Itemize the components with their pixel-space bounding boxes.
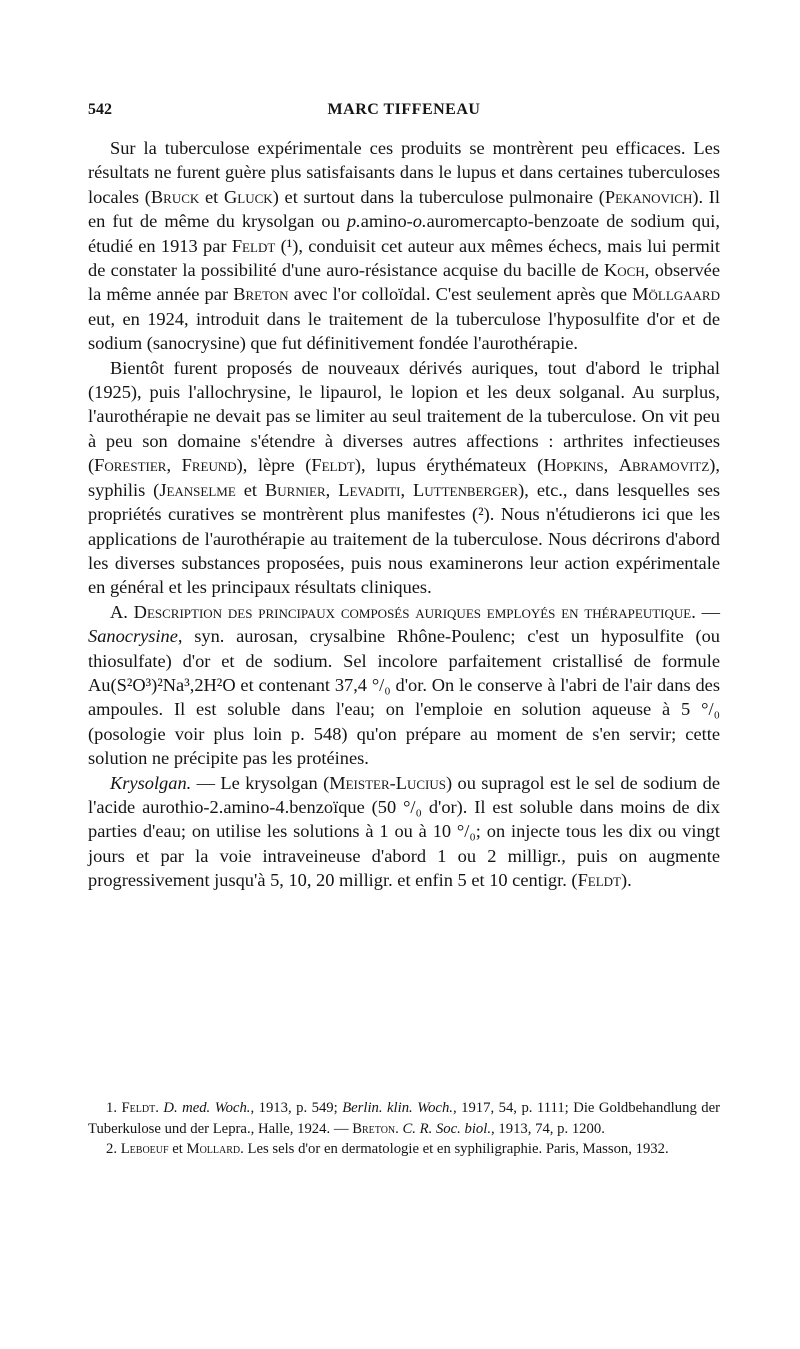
- text-run: (¹), conduisit cet auteur aux mêmes échecs, mais lui permit de constater la possibilité d'une auro-résistance acquise du bacille de: [88, 235, 720, 281]
- journal-title: D. med. Woch.: [163, 1100, 251, 1116]
- text-run: Sur la tuberculose expérimentale ces produits se montrèrent peu efficaces. Les résultats ne furent guère plus satisfaisants dans le lupus et dans certaines tuberculoses locales (: [88, 138, 720, 207]
- text-run: , 1913, 74, p. 1200.: [491, 1120, 605, 1137]
- text-run: ), lèpre (: [236, 455, 312, 476]
- text-run: . Les sels d'or en dermatologie et en syphiligraphie. Paris, Masson, 1932.: [240, 1141, 669, 1158]
- page-number: 542: [88, 101, 112, 118]
- author-name: Feldt: [121, 1100, 156, 1116]
- text-run: ) et surtout dans la tuberculose pulmonaire (: [272, 186, 605, 207]
- text-run: ).: [621, 870, 632, 891]
- footnote-2: [88, 1139, 720, 1160]
- author-name: Forestier: [94, 455, 167, 476]
- author-name: Feldt: [311, 455, 355, 476]
- text-run: et: [168, 1141, 187, 1158]
- author-name: Breton: [352, 1120, 396, 1137]
- text-run: Bientôt furent proposés de nouveaux dérivés auriques, tout d'abord le triphal (1925), puis l'allochrysine, le lipaurol, le lopion et les deux solganal. Au surplus, l'aurothérapie ne devait pas se limiter au seul traitement de la tuberculose. On vit peu à peu son domaine s'étendre à diverses autres affections : arthrites infectieuses (: [88, 357, 720, 476]
- text-run: , 1917, 54, p. 1111; Die Goldbehandlung der Tuberkulose und der Lepra., Halle, 1924. —: [88, 1100, 721, 1137]
- author-name: Luttenberger: [413, 479, 519, 500]
- text-run: avec l'or colloïdal. C'est seulement après que: [288, 284, 633, 305]
- author-name: Bruck: [150, 186, 200, 207]
- paragraph-2: [88, 356, 720, 600]
- footnote-number: 2.: [106, 1141, 121, 1158]
- footnote-number: 1.: [106, 1100, 122, 1116]
- text-run: ) ou supragol est le sel de sodium de l'acide aurothio-2.amino-4.benzoïque (50 °/₀ d'or). Il est soluble dans moins de dix parties d'eau; on utilise les solutions à 1 ou à 10 °/₀; on injecte tous les dix ou vingt jours et par la voie intraveineuse d'abord 1 ou 2 milligr., puis on augmente progressivement jusqu'à 5, 10, 20 milligr. et enfin 5 et 10 centigr. (: [88, 772, 720, 891]
- text-run: amino-: [360, 211, 413, 232]
- author-name: Levaditi: [338, 479, 401, 500]
- text-run: et: [199, 186, 225, 207]
- journal-title: C. R. Soc. biol.: [402, 1120, 492, 1137]
- author-name: Jeanselme: [159, 479, 236, 500]
- text-run: ), etc., dans lesquelles ses propriétés curatives se montrèrent plus manifestes (²). Nous n'étudierons ici que les applications de l'aurothérapie au traitement de la tuberculose. Nous décrirons d'abord les diverses substances proposées, puis nous examinerons leur action expérimentale en général et les principaux résultats cliniques.: [88, 479, 721, 598]
- author-name: Pekanovich: [604, 186, 693, 207]
- paragraph-4: [88, 771, 720, 893]
- author-name: Möllgaard: [632, 284, 720, 305]
- page-header: [88, 101, 720, 125]
- text-run: , 1913, p. 549;: [250, 1100, 343, 1116]
- footnotes: [88, 1098, 720, 1160]
- author-name: Hopkins: [543, 455, 604, 476]
- author-name: Breton: [233, 284, 289, 305]
- author-name: Freund: [181, 455, 237, 476]
- text-run: et: [235, 479, 265, 500]
- running-head: MARC TIFFENEAU: [327, 101, 481, 118]
- text-run: .: [155, 1100, 164, 1116]
- main-text: [88, 136, 720, 893]
- text-run: —: [695, 601, 720, 622]
- substance-name: Krysolgan.: [110, 772, 192, 793]
- italic-run: o.: [412, 211, 427, 232]
- author-name: Mollard: [186, 1141, 241, 1158]
- author-name: Abramovitz: [618, 455, 710, 476]
- journal-title: Berlin. klin. Woch.: [342, 1100, 453, 1116]
- author-name: Burnier: [265, 479, 326, 500]
- text-run: ,: [325, 479, 339, 500]
- text-run: ,: [166, 455, 182, 476]
- text-run: ). Il en fut de même du krysolgan ou: [88, 186, 721, 232]
- paragraph-3: [88, 600, 720, 771]
- italic-run: p.: [346, 211, 361, 232]
- text-run: ), syphilis (: [88, 455, 721, 500]
- text-run: , syn. aurosan, crysalbine Rhône-Poulenc; c'est un hyposulfite (ou thiosulfate) d'or et de sodium. Sel incolore parfaitement cristallisé de formule Au(S²O³)²Na³,2H²O et contenant 37,4 °/₀ d'or. On le conserve à l'abri de l'air dans des ampoules. Il est soluble dans l'eau; on l'emploie en solution aqueuse à 5 °/₀ (posologie voir plus loin p. 548) qu'on prépare au moment de s'en servir; cette solution ne précipite pas les protéines.: [88, 626, 720, 769]
- author-name: Meister-Lucius: [329, 772, 447, 793]
- text-run: ,: [603, 455, 619, 476]
- text-run: .: [395, 1120, 403, 1137]
- author-name: Leboeuf: [120, 1141, 169, 1158]
- text-run: — Le krysolgan (: [191, 772, 330, 793]
- text-run: , observée la même année par: [88, 260, 720, 305]
- text-run: ), lupus érythémateux (: [354, 455, 544, 476]
- author-name: Koch: [603, 260, 645, 281]
- text-run: auromercapto-benzoate de sodium qui, étudié en 1913 par: [88, 211, 720, 256]
- text-run: ,: [400, 479, 414, 500]
- text-run: eut, en 1924, introduit dans le traitement de la tuberculose l'hyposulfite d'or et de sodium (sanocrysine) que fut définitivement fondée l'aurothérapie.: [88, 308, 720, 354]
- author-name: Feldt: [577, 870, 622, 891]
- substance-name: Sanocrysine: [88, 626, 178, 647]
- paragraph-1: [88, 136, 720, 356]
- footnote-1: [88, 1098, 720, 1139]
- author-name: Gluck: [224, 186, 273, 207]
- author-name: Feldt: [231, 235, 276, 256]
- section-heading: A. Description des principaux composés auriques employés en thérapeutique.: [110, 601, 696, 622]
